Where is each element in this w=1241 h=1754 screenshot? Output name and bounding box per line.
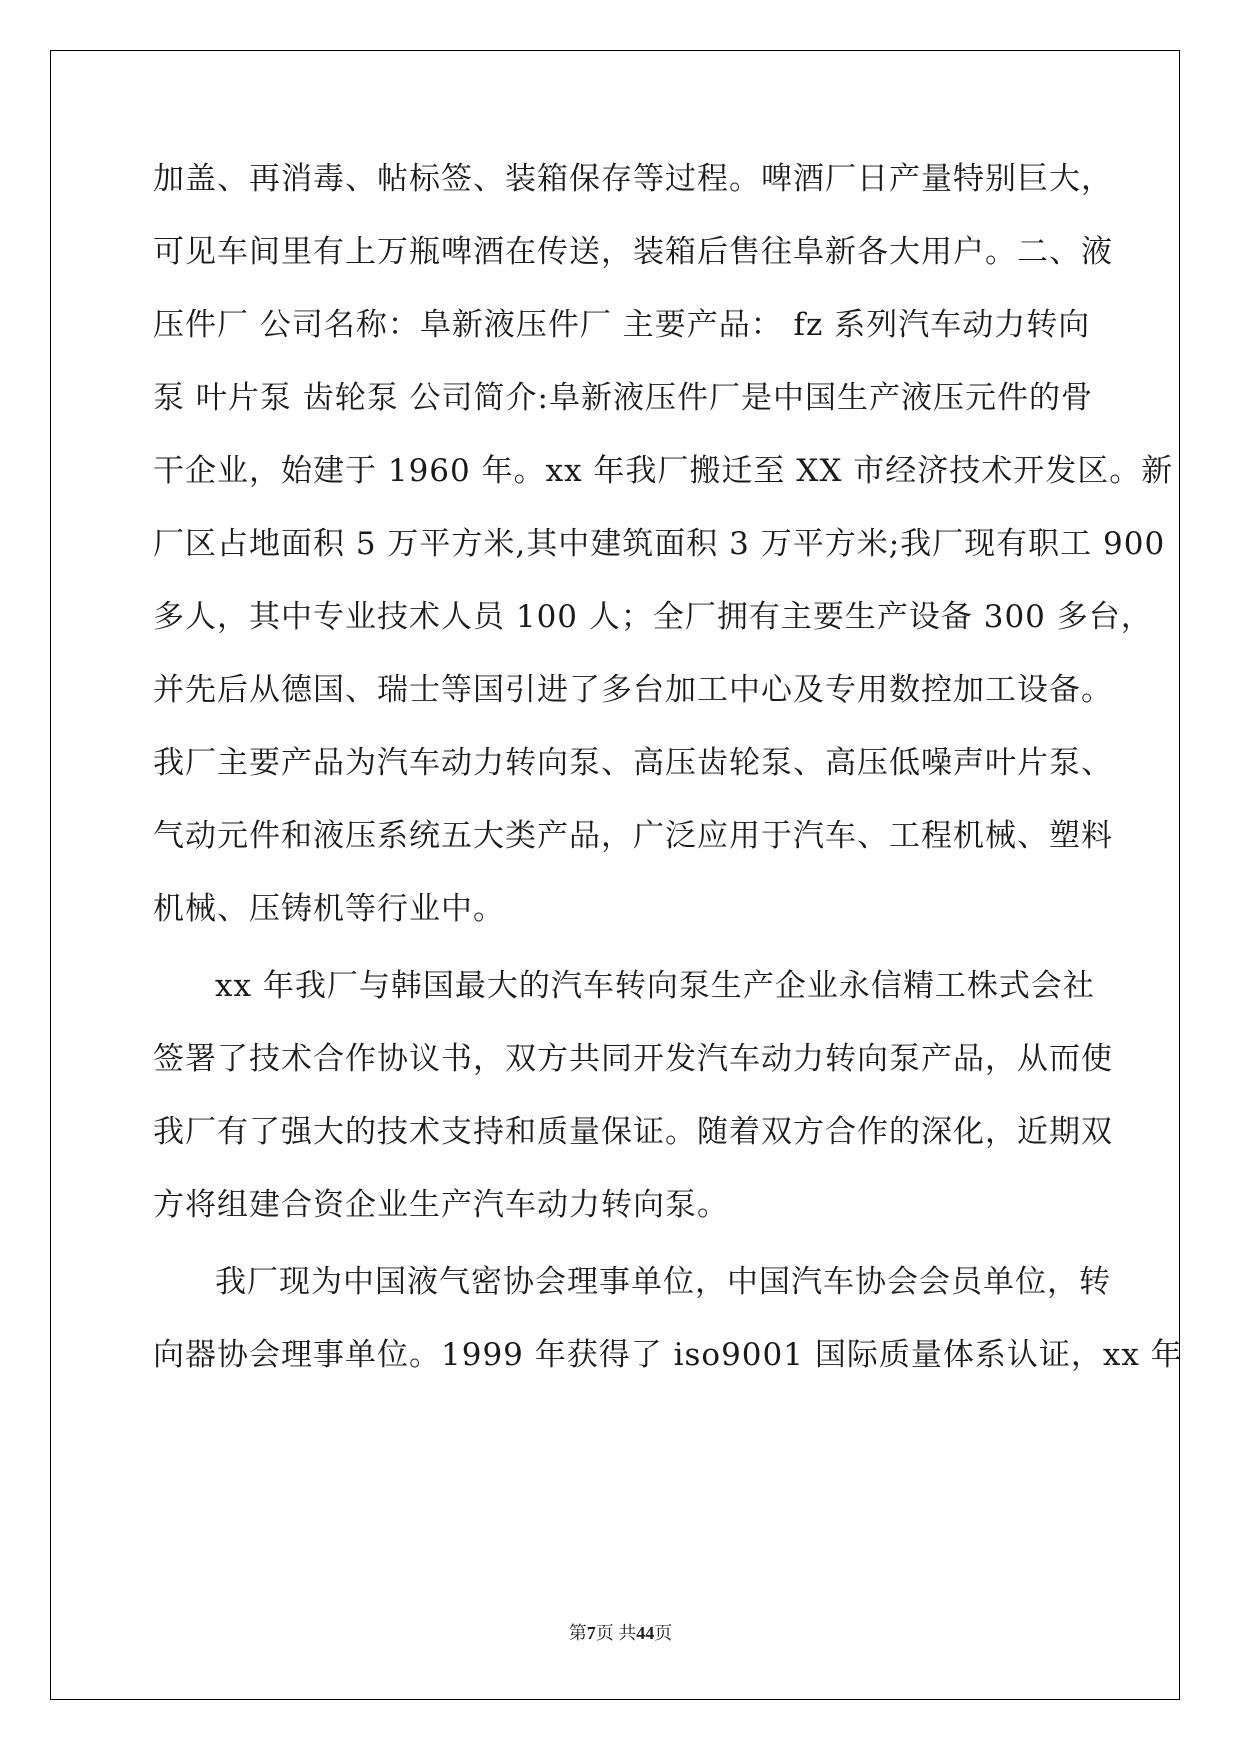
body-line: 气动元件和液压系统五大类产品，广泛应用于汽车、工程机械、塑料 bbox=[153, 818, 1113, 854]
paragraph-first-line: 我厂现为中国液气密协会理事单位，中国汽车协会会员单位，转 bbox=[215, 1264, 1111, 1300]
total-page-count: 44 bbox=[636, 1623, 655, 1643]
footer-suffix: 页 bbox=[654, 1623, 673, 1643]
body-line: 干企业，始建于 1960 年。xx 年我厂搬迁至 XX 市经济技术开发区。新 bbox=[153, 453, 1174, 489]
body-line: 并先后从德国、瑞士等国引进了多台加工中心及专用数控加工设备。 bbox=[153, 672, 1113, 708]
body-line: 机械、压铸机等行业中。 bbox=[153, 891, 505, 927]
body-line: 可见车间里有上万瓶啤酒在传送，装箱后售往阜新各大用户。二、液 bbox=[153, 234, 1113, 270]
footer-prefix: 第 bbox=[568, 1623, 587, 1643]
body-line: 我厂有了强大的技术支持和质量保证。随着双方合作的深化，近期双 bbox=[153, 1114, 1113, 1150]
body-line: 方将组建合资企业生产汽车动力转向泵。 bbox=[153, 1187, 729, 1223]
body-line: 签署了技术合作协议书，双方共同开发汽车动力转向泵产品，从而使 bbox=[153, 1041, 1113, 1077]
body-line: 向器协会理事单位。1999 年获得了 iso9001 国际质量体系认证，xx 年 bbox=[153, 1337, 1183, 1373]
page-border bbox=[50, 50, 1180, 1700]
paragraph-first-line: xx 年我厂与韩国最大的汽车转向泵生产企业永信精工株式会社 bbox=[215, 968, 1095, 1004]
footer-mid: 页 共 bbox=[595, 1623, 637, 1643]
body-line: 我厂主要产品为汽车动力转向泵、高压齿轮泵、高压低噪声叶片泵、 bbox=[153, 745, 1113, 781]
body-line: 泵 叶片泵 齿轮泵 公司简介:阜新液压件厂是中国生产液压元件的骨 bbox=[153, 380, 1094, 416]
body-line: 加盖、再消毒、帖标签、装箱保存等过程。啤酒厂日产量特别巨大， bbox=[153, 161, 1113, 197]
body-line: 压件厂 公司名称：阜新液压件厂 主要产品： fz 系列汽车动力转向 bbox=[153, 307, 1091, 343]
page-footer bbox=[0, 1619, 1241, 1645]
body-line: 多人，其中专业技术人员 100 人；全厂拥有主要生产设备 300 多台， bbox=[153, 599, 1153, 635]
current-page-number: 7 bbox=[586, 1623, 596, 1643]
body-line: 厂区占地面积 5 万平方米,其中建筑面积 3 万平方米;我厂现有职工 900 bbox=[153, 526, 1166, 562]
